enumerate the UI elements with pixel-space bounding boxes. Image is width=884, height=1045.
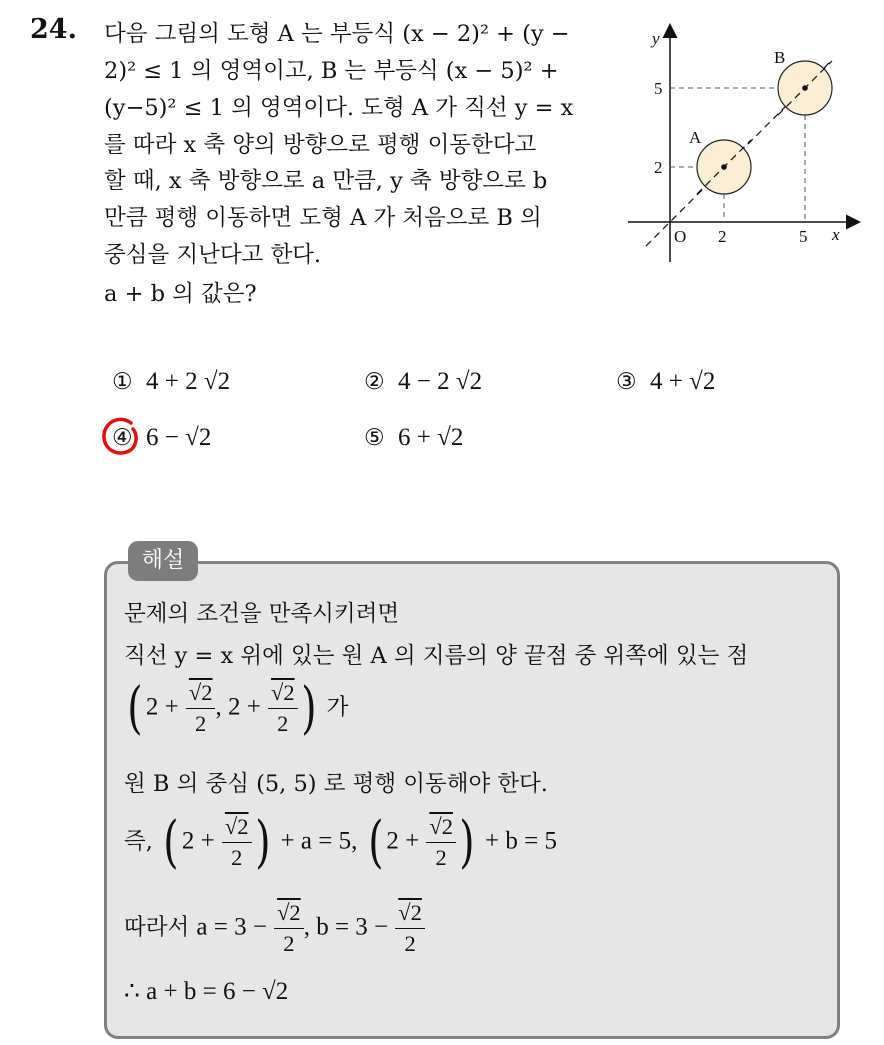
question-line-3: (y−5)² ≤ 1 의 영역이다. 도형 A 가 직선 y = x xyxy=(104,95,574,121)
option-5-number: ⑤ xyxy=(364,425,385,451)
option-4-expr: 6 − √2 xyxy=(146,424,212,451)
solution-box xyxy=(104,561,840,1039)
answer-circle-mark xyxy=(101,417,139,457)
solution-tag: 해설 xyxy=(128,541,198,581)
solution-ab-values: 따라서 a = 3 − $\frac{√2}{2}$ , b = 3 − $\frac{√2}{2}$ xyxy=(124,898,425,959)
question-line-7: 중심을 지난다고 한다. xyxy=(104,242,322,268)
option-5-expr: 6 + √2 xyxy=(398,424,464,451)
solution-line-2: 직선 y = x 위에 있는 원 A 의 지름의 양 끝점 중 위쪽에 있는 점 xyxy=(124,643,749,669)
option-2[interactable] xyxy=(364,368,482,396)
x-axis-label: x xyxy=(832,225,840,244)
label-b: B xyxy=(774,48,786,67)
solution-equations: 즉, ( 2 + $\frac{√2}{2}$ ) + a = 5, ( 2 + $\frac{√2}{2}$ ) + b = 5 xyxy=(124,809,557,875)
option-2-expr: 4 − 2 √2 xyxy=(398,368,483,395)
label-a: A xyxy=(689,128,702,147)
option-3-number: ③ xyxy=(616,369,637,395)
option-4-number: ④ xyxy=(112,425,133,451)
solution-line-4: 원 B 의 중심 (5, 5) 로 평행 이동해야 한다. xyxy=(124,771,548,797)
option-3-expr: 4 + √2 xyxy=(650,368,716,395)
option-2-number: ② xyxy=(364,369,385,395)
question-line-2: 2)² ≤ 1 의 영역이고, B 는 부등식 (x − 5)² + xyxy=(104,58,559,84)
question-line-1: 다음 그림의 도형 A 는 부등식 (x − 2)² + (y − xyxy=(104,21,570,47)
option-1[interactable] xyxy=(112,368,230,396)
option-1-expr: 4 + 2 √2 xyxy=(146,368,231,395)
tick-y-2: 2 xyxy=(654,158,663,177)
option-1-number: ① xyxy=(112,369,133,395)
solution-point: ( 2 + $\frac{√2}{2}$ , 2 + $\frac{√2}{2}$ ) 가 xyxy=(127,675,349,741)
y-axis-label: y xyxy=(652,29,660,48)
question-line-8: a + b 의 값은? xyxy=(104,281,257,307)
center-b xyxy=(802,85,808,91)
option-3[interactable] xyxy=(616,368,715,396)
question-line-6: 만큼 평행 이동하면 도형 A 가 처음으로 B 의 xyxy=(104,205,542,231)
solution-conclusion: ∴ a + b = 6 − √2 xyxy=(124,978,289,1005)
question-line-5: 할 때, x 축 방향으로 a 만큼, y 축 방향으로 b xyxy=(104,168,548,194)
center-a xyxy=(721,164,727,170)
question-number: 24. xyxy=(30,14,77,45)
solution-line-1: 문제의 조건을 만족시키려면 xyxy=(124,601,400,627)
tick-x-5: 5 xyxy=(799,227,808,246)
option-5[interactable] xyxy=(364,424,463,452)
origin-label: O xyxy=(674,227,687,246)
tick-y-5: 5 xyxy=(654,79,663,98)
tick-x-2: 2 xyxy=(718,227,727,246)
question-line-4: 를 따라 x 축 양의 방향으로 평행 이동한다고 xyxy=(104,132,537,158)
coordinate-graph xyxy=(626,22,866,267)
